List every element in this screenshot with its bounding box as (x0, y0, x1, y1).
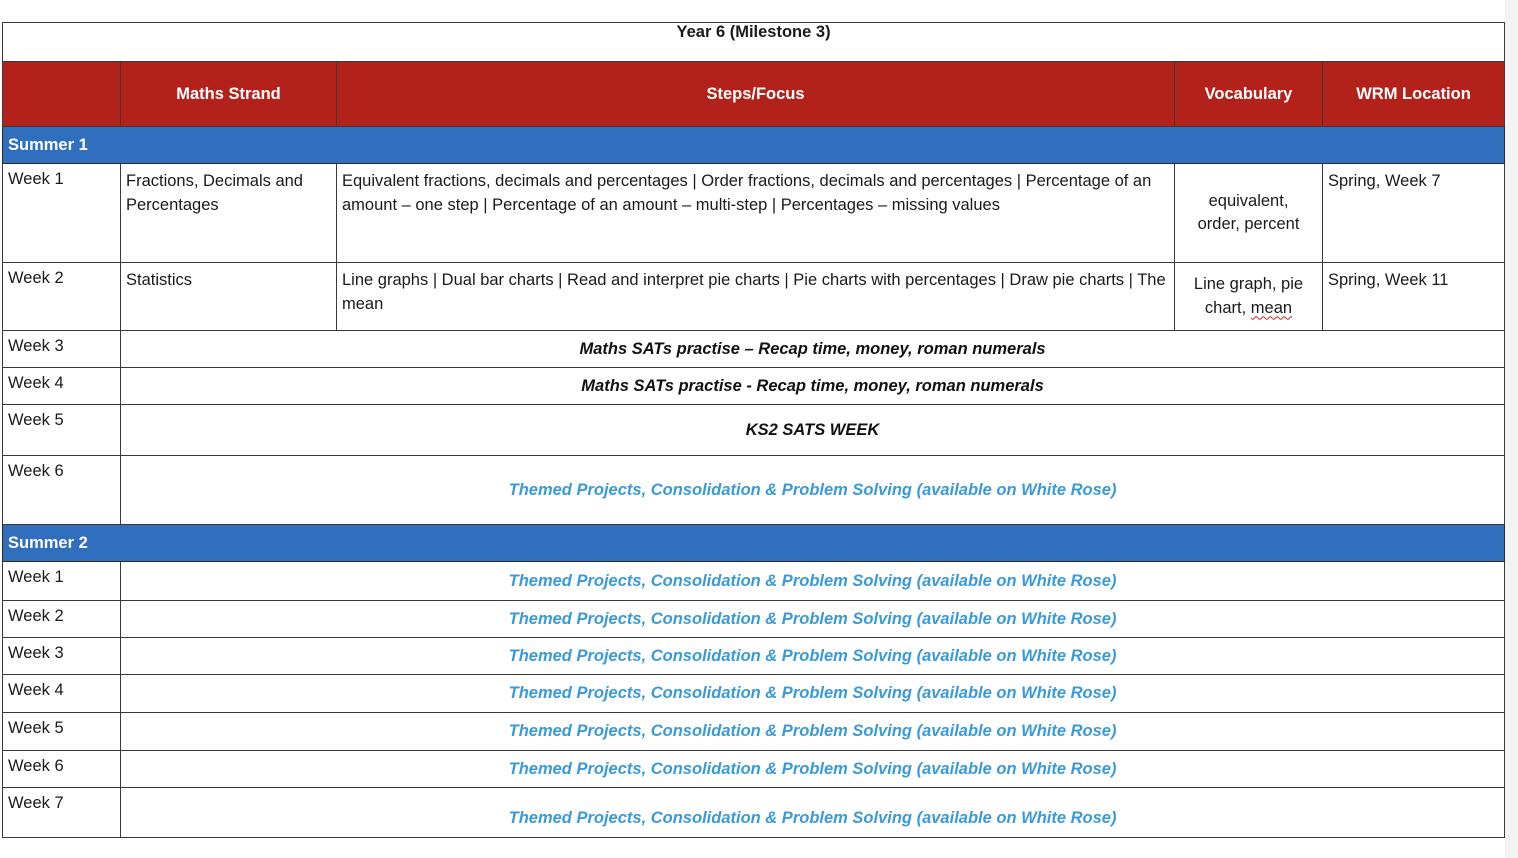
vocab-cell (1175, 263, 1323, 331)
week-label: Week 5 (3, 713, 121, 751)
table-row (3, 638, 1505, 675)
header-row (3, 62, 1505, 127)
term-row-summer2 (3, 525, 1505, 562)
strand-cell: Fractions, Decimals and Percentages (121, 164, 337, 263)
merged-activity-cell: Themed Projects, Consolidation & Problem Solving (available on White Rose) (121, 601, 1505, 638)
vocab-line: order, percent (1197, 215, 1300, 233)
week-label: Week 4 (3, 675, 121, 713)
table-row (3, 263, 1505, 331)
week-label: Week 2 (3, 263, 121, 331)
header-vocabulary: Vocabulary (1175, 62, 1323, 127)
merged-activity-cell: Themed Projects, Consolidation & Problem Solving (available on White Rose) (121, 638, 1505, 675)
merged-activity-cell: Themed Projects, Consolidation & Problem Solving (available on White Rose) (121, 788, 1505, 838)
spellcheck-underlined-word: mean (1250, 298, 1293, 317)
vocab-cell (1175, 164, 1323, 263)
merged-activity-cell: Themed Projects, Consolidation & Problem Solving (available on White Rose) (121, 713, 1505, 751)
week-label: Week 6 (3, 751, 121, 788)
week-label: Week 1 (3, 164, 121, 263)
merged-activity-cell: KS2 SATS WEEK (121, 405, 1505, 456)
week-label: Week 3 (3, 331, 121, 368)
steps-cell: Equivalent fractions, decimals and percentages | Order fractions, decimals and percentages | Percentage of an amount – one step | Percentage of an amount – multi-step | Percentages – missing values (337, 164, 1175, 263)
header-maths-strand: Maths Strand (121, 62, 337, 127)
table-row (3, 368, 1505, 405)
week-label: Week 1 (3, 562, 121, 601)
table-title: Year 6 (Milestone 3) (3, 23, 1505, 62)
merged-activity-cell: Themed Projects, Consolidation & Problem Solving (available on White Rose) (121, 562, 1505, 601)
location-cell: Spring, Week 11 (1323, 263, 1505, 331)
merged-activity-cell: Maths SATs practise – Recap time, money, roman numerals (121, 331, 1505, 368)
week-label: Week 6 (3, 456, 121, 525)
merged-activity-cell: Maths SATs practise - Recap time, money, roman numerals (121, 368, 1505, 405)
week-label: Week 3 (3, 638, 121, 675)
week-label: Week 5 (3, 405, 121, 456)
table-row (3, 751, 1505, 788)
page-margin (1505, 0, 1518, 858)
merged-activity-cell: Themed Projects, Consolidation & Problem Solving (available on White Rose) (121, 675, 1505, 713)
header-blank (3, 62, 121, 127)
strand-cell: Statistics (121, 263, 337, 331)
location-cell: Spring, Week 7 (1323, 164, 1505, 263)
week-label: Week 4 (3, 368, 121, 405)
merged-activity-cell: Themed Projects, Consolidation & Problem Solving (available on White Rose) (121, 751, 1505, 788)
steps-cell: Line graphs | Dual bar charts | Read and interpret pie charts | Pie charts with percentages | Draw pie charts | The mean (337, 263, 1175, 331)
table-row (3, 562, 1505, 601)
table-row (3, 601, 1505, 638)
header-wrm-location: WRM Location (1323, 62, 1505, 127)
title-row (3, 23, 1505, 62)
week-label: Week 2 (3, 601, 121, 638)
table-row (3, 164, 1505, 263)
year6-plan-table (2, 22, 1505, 838)
table-row (3, 713, 1505, 751)
header-steps-focus: Steps/Focus (337, 62, 1175, 127)
merged-activity-cell: Themed Projects, Consolidation & Problem Solving (available on White Rose) (121, 456, 1505, 525)
table-row (3, 456, 1505, 525)
term-label: Summer 1 (3, 127, 1505, 164)
table-row (3, 331, 1505, 368)
term-label: Summer 2 (3, 525, 1505, 562)
vocab-line (1175, 297, 1322, 321)
vocab-line: Line graph, pie (1193, 275, 1304, 293)
week-label: Week 7 (3, 788, 121, 838)
vocab-text: chart, (1204, 298, 1251, 317)
table-row (3, 788, 1505, 838)
vocab-line: equivalent, (1208, 191, 1289, 210)
term-row-summer1 (3, 127, 1505, 164)
table-row (3, 675, 1505, 713)
table-row (3, 405, 1505, 456)
